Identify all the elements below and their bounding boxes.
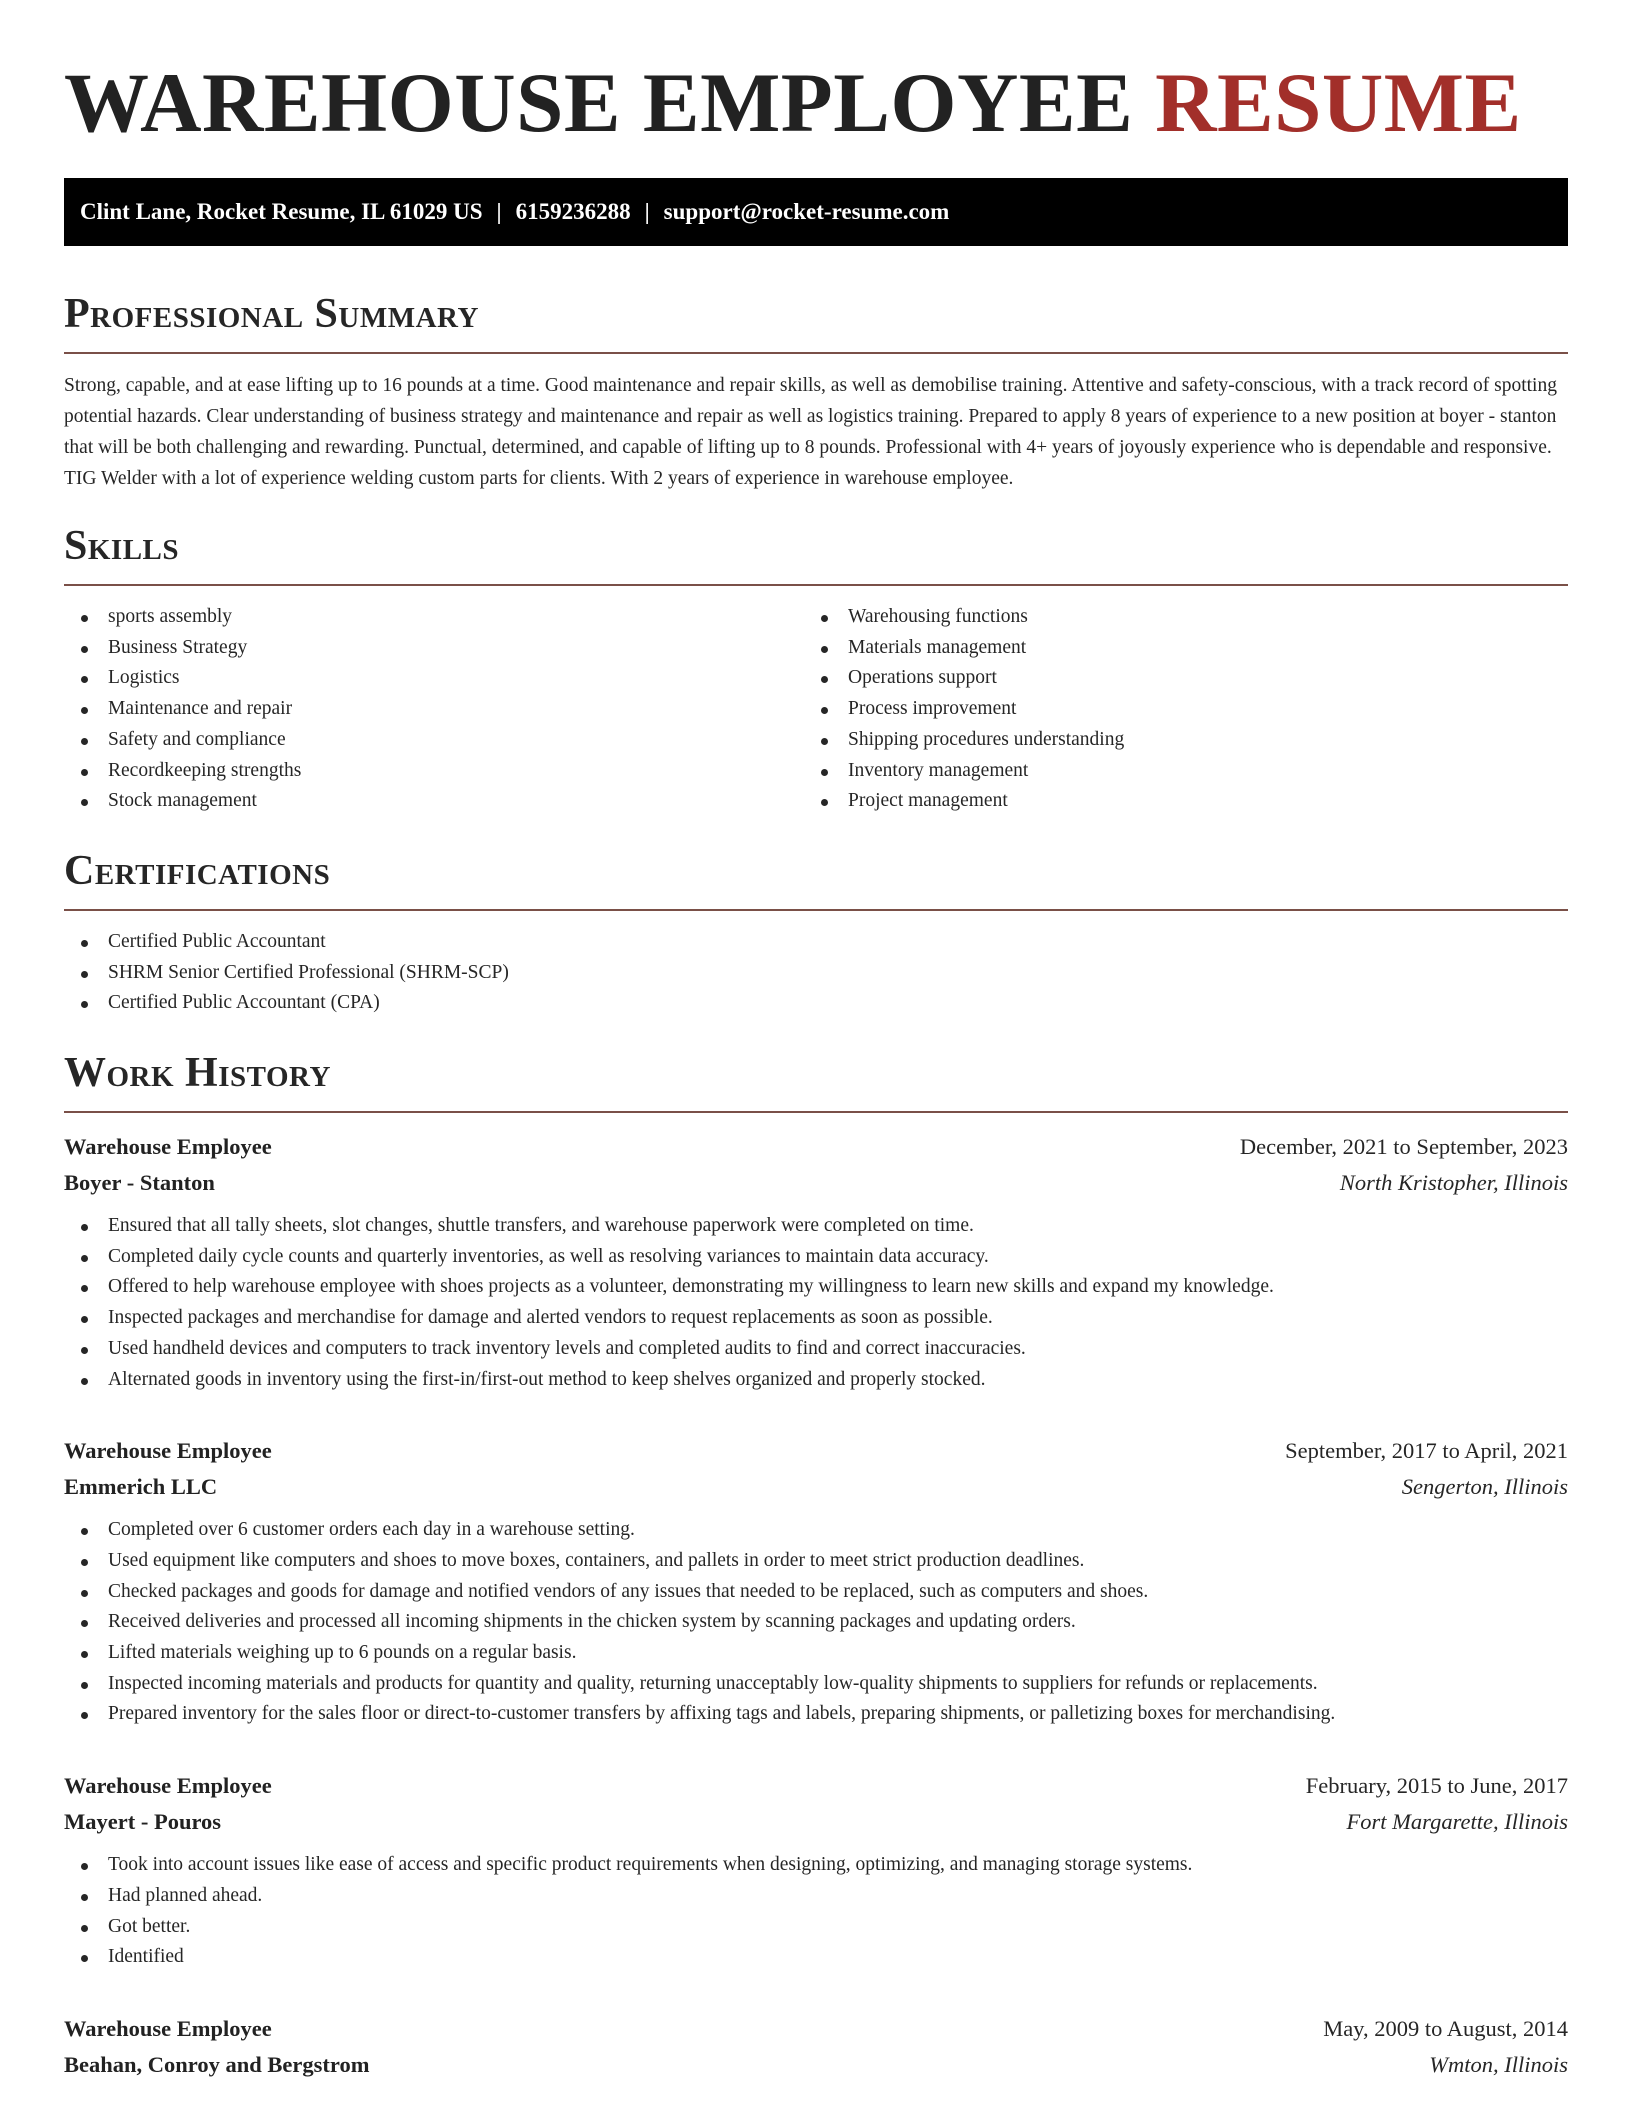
skill-item: Stock management: [64, 786, 804, 817]
job-header-row: [64, 1768, 1568, 1804]
skill-item: Shipping procedures understanding: [804, 725, 1568, 756]
skills-section: [64, 522, 1568, 817]
job-duties-list: [64, 1515, 1568, 1730]
skills-column-right: [804, 602, 1568, 817]
job-duty-item: Received deliveries and processed all incoming shipments in the chicken system by scanning packages and updating orders.: [64, 1607, 1568, 1638]
job-location: Sengerton, Illinois: [1401, 1474, 1568, 1500]
work-history-section: [64, 1049, 1568, 2083]
work-history-heading: Work History: [64, 1050, 331, 1097]
job-duties-list: [64, 1211, 1568, 1395]
resume-title-main: WAREHOUSE EMPLOYEE: [64, 56, 1134, 150]
job-location: Wmton, Illinois: [1429, 2051, 1568, 2077]
job-duty-item: Checked packages and goods for damage and notified vendors of any issues that needed to be replaced, such as computers and shoes.: [64, 1577, 1568, 1608]
job-title: Warehouse Employee: [64, 2015, 272, 2041]
summary-heading: Professional Summary: [64, 291, 479, 337]
job-duty-item: Identified: [64, 1942, 1568, 1973]
job-title: Warehouse Employee: [64, 1438, 272, 1464]
resume-title-accent: RESUME: [1155, 56, 1522, 150]
job-company-row: [64, 1804, 1568, 1840]
job-dates: February, 2015 to June, 2017: [1305, 1773, 1568, 1799]
contact-email: support@rocket-resume.com: [663, 199, 950, 224]
job-duty-item: Lifted materials weighing up to 6 pounds on a regular basis.: [64, 1638, 1568, 1669]
job-duty-item: Alternated goods in inventory using the first-in/first-out method to keep shelves organized and properly stocked.: [64, 1365, 1568, 1396]
skills-grid: [64, 602, 1568, 817]
skill-item: Maintenance and repair: [64, 694, 804, 725]
job-duty-item: Took into account issues like ease of access and specific product requirements when designing, optimizing, and managing storage systems.: [64, 1850, 1568, 1881]
skills-column-left: [64, 602, 804, 817]
skill-item: Warehousing functions: [804, 602, 1568, 633]
job-duty-item: Inspected packages and merchandise for damage and alerted vendors to request replacements as soon as possible.: [64, 1303, 1568, 1334]
skills-heading: Skills: [64, 523, 180, 569]
job-entry: [64, 1129, 1568, 1395]
certification-item: SHRM Senior Certified Professional (SHRM-SCP): [64, 958, 1568, 989]
job-duties-list: [64, 1850, 1568, 1973]
section-divider: [64, 352, 1568, 354]
job-entry: [64, 1768, 1568, 1973]
job-header-row: [64, 2011, 1568, 2047]
job-company: Boyer - Stanton: [64, 1170, 215, 1196]
certifications-heading: Certifications: [64, 847, 331, 894]
skill-item: sports assembly: [64, 602, 804, 633]
job-location: North Kristopher, Illinois: [1339, 1170, 1568, 1196]
summary-text: Strong, capable, and at ease lifting up to 16 pounds at a time. Good maintenance and repair skills, as well as demobilise training. Attentive and safety-conscious, with a track record of spotting potential hazards. Clear understanding of business strategy and maintenance and repair as well as logistics training. Prepared to apply 8 years of experience to a new position at boyer - stanton that will be both challenging and rewarding. Punctual, determined, and capable of lifting up to 8 pounds. Professional with 4+ years of joyously experience who is dependable and responsive. TIG Welder with a lot of experience welding custom parts for clients. With 2 years of experience in warehouse employee.: [64, 375, 1557, 489]
job-company: Mayert - Pouros: [64, 1809, 222, 1835]
job-duty-item: Had planned ahead.: [64, 1881, 1568, 1912]
job-entry: [64, 1433, 1568, 1730]
job-title: Warehouse Employee: [64, 1773, 272, 1799]
summary-section: [64, 290, 1568, 494]
job-dates: September, 2017 to April, 2021: [1285, 1438, 1568, 1464]
contact-separator: |: [496, 199, 502, 224]
skill-item: Project management: [804, 786, 1568, 817]
contact-address: Clint Lane, Rocket Resume, IL 61029 US: [80, 199, 483, 224]
skill-item: Operations support: [804, 663, 1568, 694]
job-company-row: [64, 1469, 1568, 1505]
job-duty-item: Completed over 6 customer orders each day in a warehouse setting.: [64, 1515, 1568, 1546]
certification-item: Certified Public Accountant (CPA): [64, 988, 1568, 1019]
job-duty-item: Used equipment like computers and shoes to move boxes, containers, and pallets in order to meet strict production deadlines.: [64, 1546, 1568, 1577]
job-entry: [64, 2011, 1568, 2083]
job-duty-item: Prepared inventory for the sales floor or direct-to-customer transfers by affixing tags and labels, preparing shipments, or palletizing boxes for merchandising.: [64, 1699, 1568, 1730]
contact-phone: 6159236288: [515, 199, 631, 224]
resume-title: [64, 58, 1568, 148]
job-company: Beahan, Conroy and Bergstrom: [64, 2051, 370, 2077]
job-company-row: [64, 1165, 1568, 1201]
contact-separator: |: [644, 199, 650, 224]
certifications-section: [64, 847, 1568, 1019]
skill-item: Process improvement: [804, 694, 1568, 725]
skill-item: Materials management: [804, 633, 1568, 664]
job-duty-item: Used handheld devices and computers to track inventory levels and completed audits to find and correct inaccuracies.: [64, 1334, 1568, 1365]
job-duty-item: Completed daily cycle counts and quarterly inventories, as well as resolving variances to maintain data accuracy.: [64, 1242, 1568, 1273]
skill-item: Business Strategy: [64, 633, 804, 664]
section-divider: [64, 909, 1568, 911]
resume-page: [64, 0, 1568, 2083]
job-duty-item: Ensured that all tally sheets, slot changes, shuttle transfers, and warehouse paperwork were completed on time.: [64, 1211, 1568, 1242]
section-divider: [64, 1111, 1568, 1113]
job-duty-item: Offered to help warehouse employee with shoes projects as a volunteer, demonstrating my willingness to learn new skills and expand my knowledge.: [64, 1272, 1568, 1303]
job-title: Warehouse Employee: [64, 1134, 272, 1160]
section-divider: [64, 584, 1568, 586]
contact-bar: [64, 178, 1568, 246]
job-company: Emmerich LLC: [64, 1474, 218, 1500]
job-duty-item: Got better.: [64, 1912, 1568, 1943]
job-duty-item: Inspected incoming materials and products for quantity and quality, returning unacceptably low-quality shipments to suppliers for refunds or replacements.: [64, 1669, 1568, 1700]
certifications-list: [64, 927, 1568, 1019]
job-dates: December, 2021 to September, 2023: [1239, 1134, 1568, 1160]
certification-item: Certified Public Accountant: [64, 927, 1568, 958]
job-header-row: [64, 1129, 1568, 1165]
job-header-row: [64, 1433, 1568, 1469]
skill-item: Inventory management: [804, 756, 1568, 787]
skill-item: Recordkeeping strengths: [64, 756, 804, 787]
skill-item: Safety and compliance: [64, 725, 804, 756]
skill-item: Logistics: [64, 663, 804, 694]
job-dates: May, 2009 to August, 2014: [1323, 2015, 1568, 2041]
job-location: Fort Margarette, Illinois: [1346, 1809, 1568, 1835]
job-company-row: [64, 2047, 1568, 2083]
